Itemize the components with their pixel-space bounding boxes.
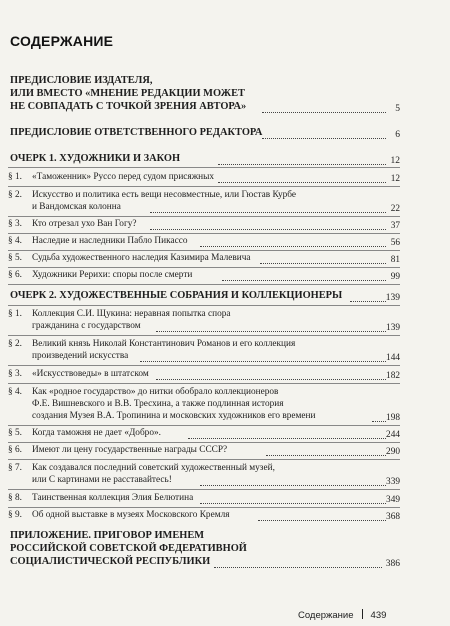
divider xyxy=(8,167,400,168)
chapter-1-item-5: Судьба художественного наследия Казимира Малевича xyxy=(32,253,251,263)
item-number: § 3. xyxy=(8,219,22,229)
item-page: 22 xyxy=(390,204,400,214)
page-title: СОДЕРЖАНИЕ xyxy=(10,33,114,49)
leader-dots xyxy=(214,567,382,568)
running-footer xyxy=(298,609,386,621)
item-page: 368 xyxy=(386,512,400,522)
divider xyxy=(8,507,400,508)
chapter-1-item-3: Кто отрезал ухо Ван Гогу? xyxy=(32,219,137,229)
appendix-line-3: СОЦИАЛИСТИЧЕСКОЙ РЕСПУБЛИКИ xyxy=(10,556,211,567)
leader-dots xyxy=(260,263,386,264)
item-number: § 1. xyxy=(8,309,22,319)
item-number: § 4. xyxy=(8,387,22,397)
divider xyxy=(8,284,400,285)
leader-dots xyxy=(258,520,386,521)
chapter-1-item-2-line-2: и Вандомская колонна xyxy=(32,202,121,212)
divider xyxy=(8,459,400,460)
footer-separator xyxy=(362,609,363,619)
front-1-line-3: НЕ СОВПАДАТЬ С ТОЧКОЙ ЗРЕНИЯ АВТОРА» xyxy=(10,101,247,112)
item-page: 198 xyxy=(386,413,400,423)
item-number: § 1. xyxy=(8,172,22,182)
divider xyxy=(8,335,400,336)
chapter-2-item-5: Когда таможня не дает «Добро». xyxy=(32,428,161,438)
item-number: § 6. xyxy=(8,445,22,455)
item-number: § 2. xyxy=(8,190,22,200)
item-page: 144 xyxy=(386,353,400,363)
leader-dots xyxy=(200,503,386,504)
chapter-2-item-7-line-1: Как создавался последний советский художественный музей, xyxy=(32,463,275,473)
leader-dots xyxy=(350,301,386,302)
page-number: 439 xyxy=(370,610,387,621)
chapter-2-item-7-line-2: или С картинами не расставайтесь! xyxy=(32,475,172,485)
item-page: 339 xyxy=(386,477,400,487)
chapter-2-item-4-line-1: Как «родное государство» до нитки обобрало коллекционеров xyxy=(32,387,279,397)
chapter-2-title: ОЧЕРК 2. ХУДОЖЕСТВЕННЫЕ СОБРАНИЯ И КОЛЛЕКЦИОНЕРЫ xyxy=(10,290,343,301)
divider xyxy=(8,425,400,426)
item-page: 56 xyxy=(390,238,400,248)
chapter-2-item-1-line-1: Коллекция С.И. Щукина: неравная попытка спора xyxy=(32,309,231,319)
chapter-1-item-6: Художники Рерихи: споры после смерти xyxy=(32,270,193,280)
leader-dots xyxy=(150,229,386,230)
leader-dots xyxy=(218,182,386,183)
chapter-2-item-1-line-2: гражданина с государством xyxy=(32,321,141,331)
divider xyxy=(8,365,400,366)
leader-dots xyxy=(222,280,386,281)
item-page: 349 xyxy=(386,495,400,505)
divider xyxy=(8,442,400,443)
footer-label: Содержание xyxy=(298,610,354,621)
item-number: § 2. xyxy=(8,339,22,349)
chapter-1-title: ОЧЕРК 1. ХУДОЖНИКИ И ЗАКОН xyxy=(10,153,181,164)
divider xyxy=(8,250,400,251)
chapter-2-item-2-line-1: Великий князь Николай Константинович Романов и его коллекция xyxy=(32,339,296,349)
chapter-2-item-6: Имеют ли цену государственные награды СССР? xyxy=(32,445,228,455)
chapter-2-item-4-line-3: создания Музея В.А. Тропинина и московских художников его времени xyxy=(32,411,316,421)
leader-dots xyxy=(188,438,386,439)
leader-dots xyxy=(262,112,386,113)
item-page: 139 xyxy=(386,323,400,333)
item-number: § 5. xyxy=(8,253,22,263)
leader-dots xyxy=(156,379,386,380)
leader-dots xyxy=(200,485,386,486)
leader-dots xyxy=(262,138,386,139)
leader-dots xyxy=(218,164,386,165)
chapter-2-item-2-line-2: произведений искусства xyxy=(32,351,129,361)
divider xyxy=(8,305,400,306)
item-page: 12 xyxy=(390,174,400,184)
divider xyxy=(8,233,400,234)
item-number: § 7. xyxy=(8,463,22,473)
leader-dots xyxy=(200,246,386,247)
front-2-page: 6 xyxy=(395,130,400,140)
leader-dots xyxy=(140,361,386,362)
item-number: § 4. xyxy=(8,236,22,246)
item-page: 81 xyxy=(390,255,400,265)
item-number: § 8. xyxy=(8,493,22,503)
appendix-line-1: ПРИЛОЖЕНИЕ. ПРИГОВОР ИМЕНЕМ xyxy=(10,530,205,541)
chapter-2-item-8: Таинственная коллекция Элия Белютина xyxy=(32,493,194,503)
chapter-2-item-3: «Искусствоведы» в штатском xyxy=(32,369,149,379)
item-number: § 6. xyxy=(8,270,22,280)
appendix-page: 386 xyxy=(385,559,400,569)
chapter-1-item-4: Наследие и наследники Пабло Пикассо xyxy=(32,236,188,246)
appendix-line-2: РОССИЙСКОЙ СОВЕТСКОЙ ФЕДЕРАТИВНОЙ xyxy=(10,543,247,554)
front-1-line-2: ИЛИ ВМЕСТО «МНЕНИЕ РЕДАКЦИИ МОЖЕТ xyxy=(10,88,245,99)
chapter-2-page: 139 xyxy=(385,293,400,303)
chapter-1-item-1: «Таможенник» Руссо перед судом присяжных xyxy=(32,172,214,182)
divider xyxy=(8,383,400,384)
item-page: 182 xyxy=(386,371,400,381)
chapter-2-item-4-line-2: Ф.Е. Вишневского и В.В. Тресхина, а также подлинная история xyxy=(32,399,284,409)
item-page: 99 xyxy=(390,272,400,282)
item-number: § 3. xyxy=(8,369,22,379)
chapter-1-page: 12 xyxy=(390,156,400,166)
item-page: 290 xyxy=(386,447,400,457)
front-2-line-1: ПРЕДИСЛОВИЕ ОТВЕТСТВЕННОГО РЕДАКТОРА xyxy=(10,127,263,138)
item-page: 37 xyxy=(390,221,400,231)
divider xyxy=(8,489,400,490)
chapter-2-item-9: Об одной выставке в музеях Московского Кремля xyxy=(32,510,230,520)
item-page: 244 xyxy=(386,430,400,440)
item-number: § 5. xyxy=(8,428,22,438)
divider xyxy=(8,186,400,187)
leader-dots xyxy=(266,455,386,456)
chapter-1-item-2-line-1: Искусство и политика есть вещи несовместные, или Гюстав Курбе xyxy=(32,190,297,200)
leader-dots xyxy=(372,421,386,422)
front-1-page: 5 xyxy=(395,104,400,114)
front-1-line-1: ПРЕДИСЛОВИЕ ИЗДАТЕЛЯ, xyxy=(10,75,153,86)
divider xyxy=(8,216,400,217)
item-number: § 9. xyxy=(8,510,22,520)
divider xyxy=(8,267,400,268)
leader-dots xyxy=(156,331,386,332)
leader-dots xyxy=(150,212,386,213)
